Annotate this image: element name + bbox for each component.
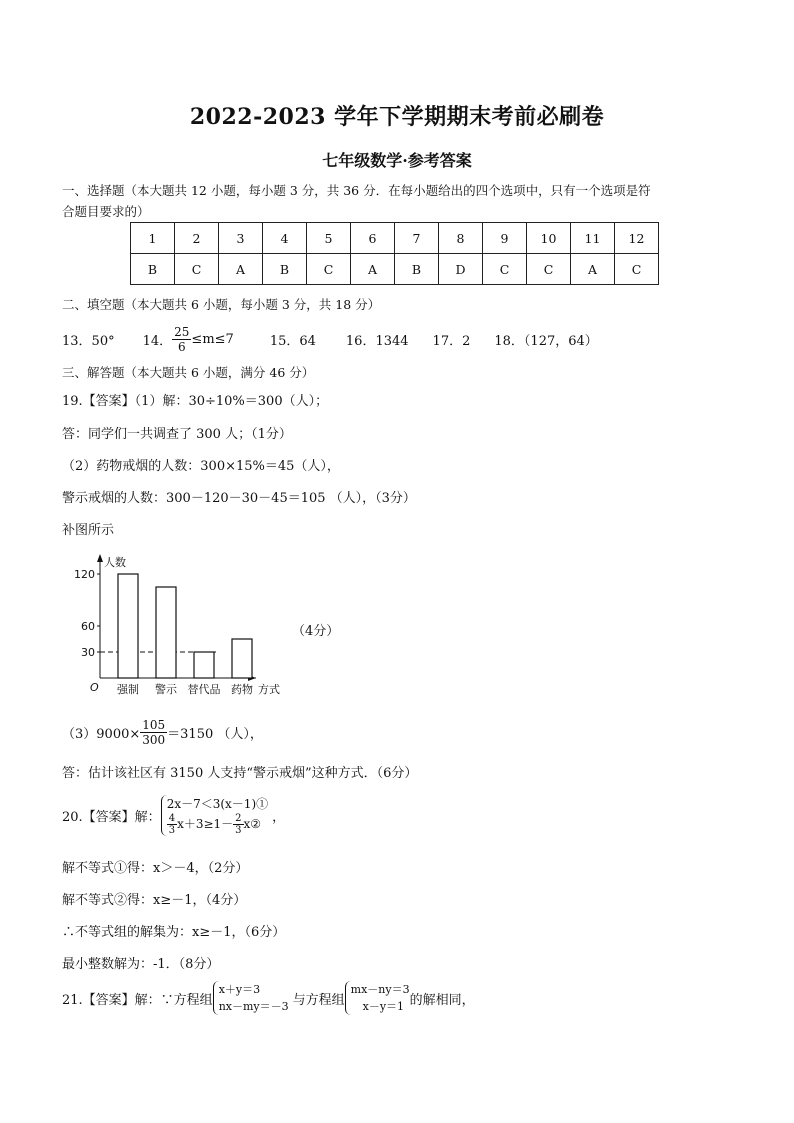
y-axis-arrow: [97, 554, 103, 562]
y-axis-label: 人数: [104, 556, 126, 569]
question-number-2: 2: [175, 223, 219, 254]
question-number-7: 7: [395, 223, 439, 254]
question-number-3: 3: [219, 223, 263, 254]
y-tick-label: 60: [81, 620, 95, 633]
q19-line5: 补图所示: [62, 523, 115, 538]
q20-inequality-2-middle: x＋3≥1－: [177, 817, 234, 831]
answer-choice-12: C: [615, 254, 659, 285]
question-number-1: 1: [131, 223, 175, 254]
fraction-denominator: 6: [177, 339, 186, 354]
q19-line3: （2）药物戒烟的人数：300×15%＝45（人），: [62, 459, 340, 474]
answer-choice-3: A: [219, 254, 263, 285]
question-number-9: 9: [483, 223, 527, 254]
q20-line2: 解不等式①得：x＞－4，（2分）: [62, 861, 249, 876]
q21-system-a: [213, 981, 289, 1015]
y-tick-label: 120: [74, 568, 95, 581]
question-number-5: 5: [307, 223, 351, 254]
answer-choice-11: A: [571, 254, 615, 285]
q19-line6-prefix: （3）9000×: [62, 726, 141, 742]
q20-line5: 最小整数解为：-1．（8分）: [62, 957, 220, 972]
fraction-numerator: 25: [174, 324, 190, 339]
q20-inequality-2-end: x②: [243, 817, 262, 831]
origin-label: O: [90, 681, 99, 694]
section1-heading-cont: 合题目要求的）: [62, 204, 150, 219]
fraction-numerator: 2: [235, 812, 242, 824]
q19-line2: 答：同学们一共调查了 300 人；（1分）: [62, 427, 292, 442]
answer-choice-4: B: [263, 254, 307, 285]
answer-choice-10: C: [527, 254, 571, 285]
q19-score-4: （4分）: [292, 624, 340, 639]
answer-choice-2: C: [175, 254, 219, 285]
bar: [156, 587, 176, 678]
answer-choice-7: B: [395, 254, 439, 285]
y-tick-label: 30: [81, 646, 95, 659]
q21-end-text: 的解相同，: [409, 992, 475, 1008]
fill-answers: [62, 322, 598, 356]
q21-system-b-eq2: x－y＝1: [362, 1000, 405, 1013]
fraction-denominator: 300: [142, 732, 166, 747]
question-number-4: 4: [263, 223, 307, 254]
fraction-numerator: 4: [168, 812, 176, 824]
q21-system-a-eq2: nx－my＝－3: [218, 1000, 289, 1013]
answer-table-numbers-row: [131, 223, 659, 254]
category-label: 强制: [117, 683, 139, 696]
answer-14-rest: ≤m≤7: [191, 331, 234, 347]
answer-choice-9: C: [483, 254, 527, 285]
answer-16: 16．1344: [345, 333, 409, 349]
answer-choice-8: D: [439, 254, 483, 285]
answer-13: 13．50°: [62, 333, 115, 349]
fraction-numerator: 105: [142, 717, 166, 732]
question-number-12: 12: [615, 223, 659, 254]
x-axis-label: 方式: [258, 683, 280, 696]
q20-line3: 解不等式②得：x≥－1，（4分）: [62, 893, 247, 908]
q19-line6-suffix: ＝3150 （人），: [167, 726, 263, 742]
answer-18: 18．（127，64）: [494, 333, 598, 349]
q20-inequality-2: [167, 813, 268, 836]
q21-system-a-eq1: x＋y＝3: [218, 983, 261, 996]
q21-middle-text: 与方程组: [292, 992, 345, 1008]
q19-line6-fraction: [140, 718, 167, 747]
q21-line1: [62, 976, 475, 1020]
q20-inequality-1: 2x－7＜3(x－1)①: [166, 796, 269, 811]
q20-system: [62, 789, 285, 841]
question-number-8: 8: [439, 223, 483, 254]
bar: [194, 652, 214, 678]
q19-line1: 19.【答案】（1）解：30÷10%＝300（人）；: [62, 394, 329, 409]
category-label: 替代品: [187, 683, 221, 696]
answer-table-answers-row: [131, 254, 659, 285]
category-label: 警示: [155, 683, 177, 696]
answer-choice-5: C: [307, 254, 351, 285]
q21-label: 21.【答案】解：∵方程组: [62, 992, 213, 1008]
section1-heading: 一、选择题（本大题共 12 小题，每小题 3 分，共 36 分．在每小题给出的四个选项中，只有一个选项是符: [62, 183, 651, 198]
q21-system-b: [345, 981, 410, 1015]
answer-15: 15．64: [269, 333, 316, 349]
page-subtitle: 七年级数学·参考答案: [322, 151, 472, 170]
answer-choice-6: A: [351, 254, 395, 285]
question-number-6: 6: [351, 223, 395, 254]
question-number-10: 10: [527, 223, 571, 254]
answer-table: [130, 222, 659, 285]
q20-label: 20.【答案】解：: [62, 809, 161, 825]
section3-heading: 三、解答题（本大题共 6 小题，满分 46 分）: [62, 365, 315, 380]
fraction: [167, 813, 177, 836]
bar-chart: [60, 548, 300, 704]
fraction-denominator: 3: [235, 824, 242, 836]
q20-comma: ，: [272, 809, 286, 825]
fraction-denominator: 3: [168, 824, 176, 836]
q20-brace: [161, 795, 268, 836]
answer-14-fraction: [172, 325, 191, 354]
q20-line4: ∴不等式组的解集为：x≥－1，（6分）: [62, 925, 286, 940]
section2-heading: 二、填空题（本大题共 6 小题，每小题 3 分，共 18 分）: [62, 297, 381, 312]
fraction: [233, 813, 243, 836]
q19-line7: 答：估计该社区有 3150 人支持“警示戒烟”这种方式．（6分）: [62, 766, 418, 781]
category-label: 药物: [231, 683, 253, 696]
bar: [232, 639, 252, 678]
answer-14-label: 14．: [142, 333, 173, 349]
q19-line4: 警示戒烟的人数：300－120－30－45＝105 （人），（3分）: [62, 491, 416, 506]
q21-system-b-eq1: mx－ny＝3: [350, 983, 410, 996]
question-number-11: 11: [571, 223, 615, 254]
bar: [118, 574, 138, 678]
q19-line6: [62, 714, 263, 750]
answer-17: 17．2: [432, 333, 471, 349]
page-title: 2022-2023 学年下学期期末考前必刷卷: [189, 104, 605, 130]
answer-choice-1: B: [131, 254, 175, 285]
